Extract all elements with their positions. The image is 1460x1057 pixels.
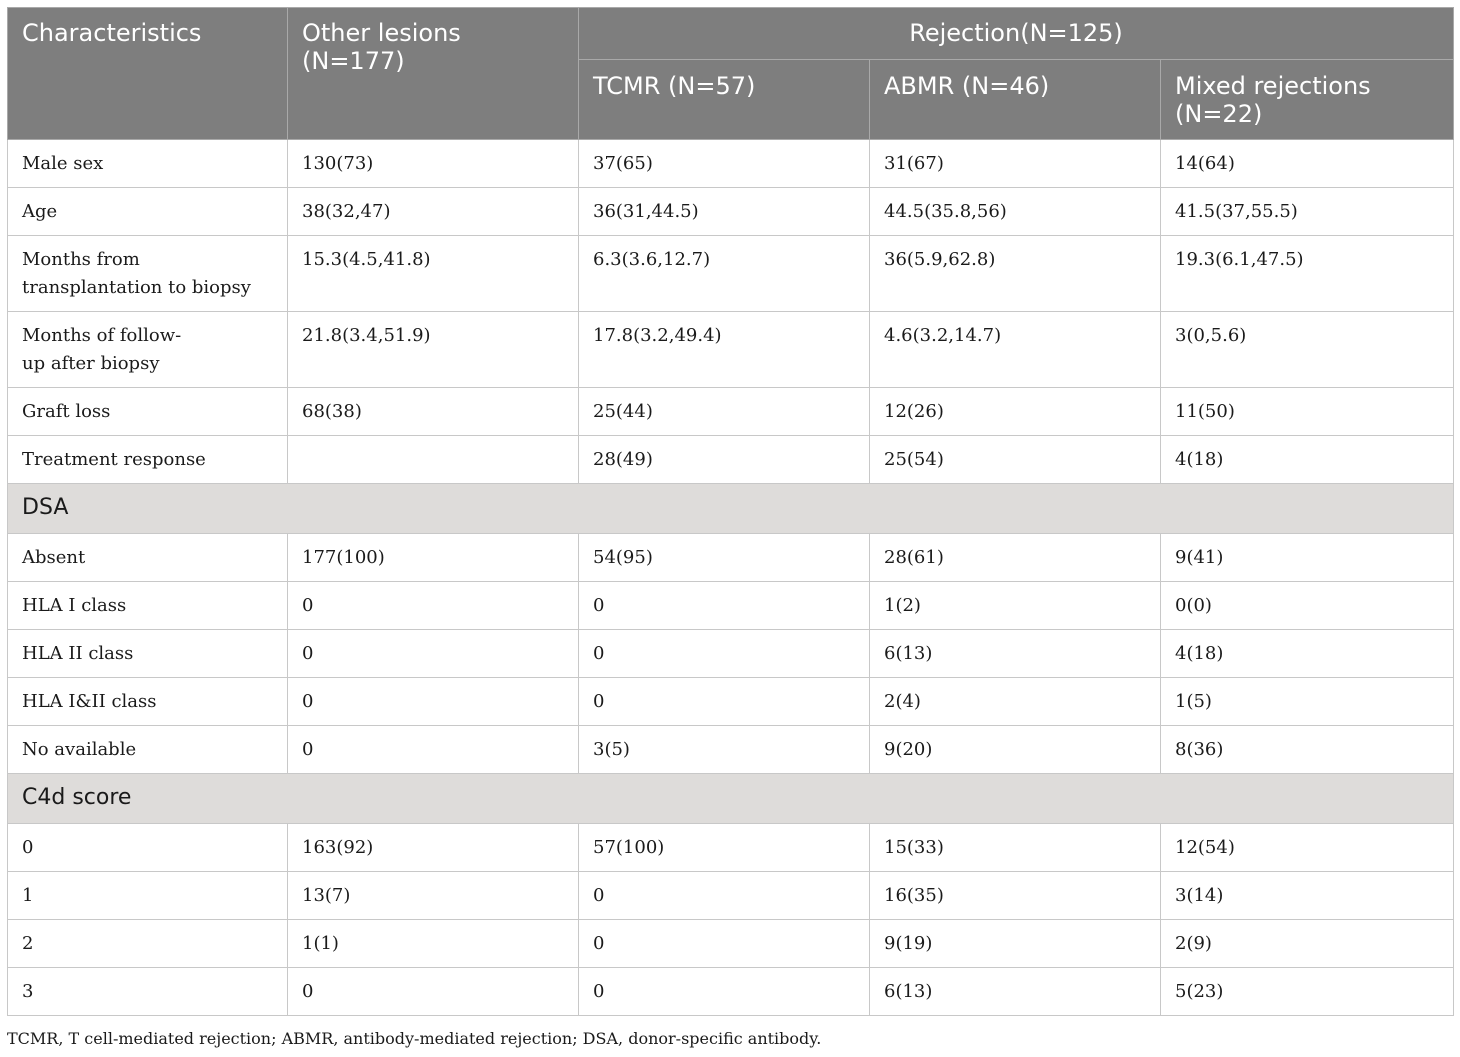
table-footnote: TCMR, T cell-mediated rejection; ABMR, antibody-mediated rejection; DSA, donor-specific antibody. [7, 1029, 822, 1048]
cell-mixed: 8(36) [1161, 726, 1454, 774]
table-row [8, 582, 1454, 630]
cell-tcmr: 6.3(3.6,12.7) [579, 236, 870, 312]
table-row [8, 140, 1454, 188]
row-label: Age [8, 188, 288, 236]
cell-abmr: 6(13) [870, 968, 1161, 1016]
row-label: Treatment response [8, 436, 288, 484]
row-label: HLA II class [8, 630, 288, 678]
row-label: Male sex [8, 140, 288, 188]
cell-other: 177(100) [288, 534, 579, 582]
cell-abmr: 44.5(35.8,56) [870, 188, 1161, 236]
cell-tcmr: 0 [579, 582, 870, 630]
cell-other: 163(92) [288, 824, 579, 872]
row-label: Absent [8, 534, 288, 582]
table-row [8, 236, 1454, 312]
row-label: Months of follow-up after biopsy [8, 312, 288, 388]
row-label: 0 [8, 824, 288, 872]
table-row [8, 824, 1454, 872]
cell-abmr: 16(35) [870, 872, 1161, 920]
cell-other: 0 [288, 726, 579, 774]
section-row-dsa [8, 484, 1454, 534]
cell-abmr: 9(19) [870, 920, 1161, 968]
table-row [8, 188, 1454, 236]
cell-other: 38(32,47) [288, 188, 579, 236]
cell-mixed: 2(9) [1161, 920, 1454, 968]
cell-mixed: 9(41) [1161, 534, 1454, 582]
table-row [8, 630, 1454, 678]
cell-abmr: 4.6(3.2,14.7) [870, 312, 1161, 388]
cell-tcmr: 3(5) [579, 726, 870, 774]
cell-mixed: 3(14) [1161, 872, 1454, 920]
row-label: Months from transplantation to biopsy [8, 236, 288, 312]
cell-other: 0 [288, 968, 579, 1016]
row-label: HLA I class [8, 582, 288, 630]
cell-tcmr: 17.8(3.2,49.4) [579, 312, 870, 388]
cell-other: 1(1) [288, 920, 579, 968]
cell-mixed: 19.3(6.1,47.5) [1161, 236, 1454, 312]
cell-tcmr: 0 [579, 630, 870, 678]
cell-mixed: 4(18) [1161, 630, 1454, 678]
cell-abmr: 6(13) [870, 630, 1161, 678]
cell-abmr: 25(54) [870, 436, 1161, 484]
header-characteristics: Characteristics [8, 8, 288, 140]
cell-tcmr: 0 [579, 872, 870, 920]
section-title-dsa: DSA [8, 484, 1454, 534]
cell-other: 68(38) [288, 388, 579, 436]
cell-other: 130(73) [288, 140, 579, 188]
cell-other: 0 [288, 582, 579, 630]
cell-other: 0 [288, 678, 579, 726]
characteristics-table [7, 7, 1454, 1016]
cell-mixed: 4(18) [1161, 436, 1454, 484]
header-other-lesions: Other lesions (N=177) [288, 8, 579, 140]
cell-tcmr: 0 [579, 968, 870, 1016]
table-row [8, 388, 1454, 436]
cell-tcmr: 0 [579, 678, 870, 726]
cell-tcmr: 57(100) [579, 824, 870, 872]
cell-mixed: 0(0) [1161, 582, 1454, 630]
cell-mixed: 14(64) [1161, 140, 1454, 188]
row-label: No available [8, 726, 288, 774]
row-label: 3 [8, 968, 288, 1016]
cell-tcmr: 54(95) [579, 534, 870, 582]
header-mixed: Mixed rejections (N=22) [1161, 60, 1454, 140]
header-tcmr: TCMR (N=57) [579, 60, 870, 140]
cell-mixed: 3(0,5.6) [1161, 312, 1454, 388]
table-row [8, 968, 1454, 1016]
cell-mixed: 12(54) [1161, 824, 1454, 872]
table-row [8, 534, 1454, 582]
table-row [8, 436, 1454, 484]
cell-mixed: 5(23) [1161, 968, 1454, 1016]
cell-tcmr: 25(44) [579, 388, 870, 436]
cell-abmr: 2(4) [870, 678, 1161, 726]
table-row [8, 872, 1454, 920]
cell-abmr: 12(26) [870, 388, 1161, 436]
cell-abmr: 1(2) [870, 582, 1161, 630]
cell-other: 0 [288, 630, 579, 678]
section-row-c4d [8, 774, 1454, 824]
row-label: 2 [8, 920, 288, 968]
section-title-c4d: C4d score [8, 774, 1454, 824]
row-label: Graft loss [8, 388, 288, 436]
cell-abmr: 31(67) [870, 140, 1161, 188]
cell-tcmr: 28(49) [579, 436, 870, 484]
cell-abmr: 9(20) [870, 726, 1161, 774]
cell-tcmr: 37(65) [579, 140, 870, 188]
cell-abmr: 36(5.9,62.8) [870, 236, 1161, 312]
header-rejection: Rejection(N=125) [579, 8, 1454, 60]
row-label: 1 [8, 872, 288, 920]
cell-mixed: 1(5) [1161, 678, 1454, 726]
header-abmr: ABMR (N=46) [870, 60, 1161, 140]
cell-other [288, 436, 579, 484]
cell-other: 15.3(4.5,41.8) [288, 236, 579, 312]
cell-mixed: 41.5(37,55.5) [1161, 188, 1454, 236]
table-row [8, 312, 1454, 388]
cell-other: 13(7) [288, 872, 579, 920]
cell-tcmr: 0 [579, 920, 870, 968]
cell-abmr: 28(61) [870, 534, 1161, 582]
cell-tcmr: 36(31,44.5) [579, 188, 870, 236]
table-row [8, 726, 1454, 774]
cell-other: 21.8(3.4,51.9) [288, 312, 579, 388]
cell-abmr: 15(33) [870, 824, 1161, 872]
row-label: HLA I&II class [8, 678, 288, 726]
table-row [8, 920, 1454, 968]
table-row [8, 678, 1454, 726]
cell-mixed: 11(50) [1161, 388, 1454, 436]
